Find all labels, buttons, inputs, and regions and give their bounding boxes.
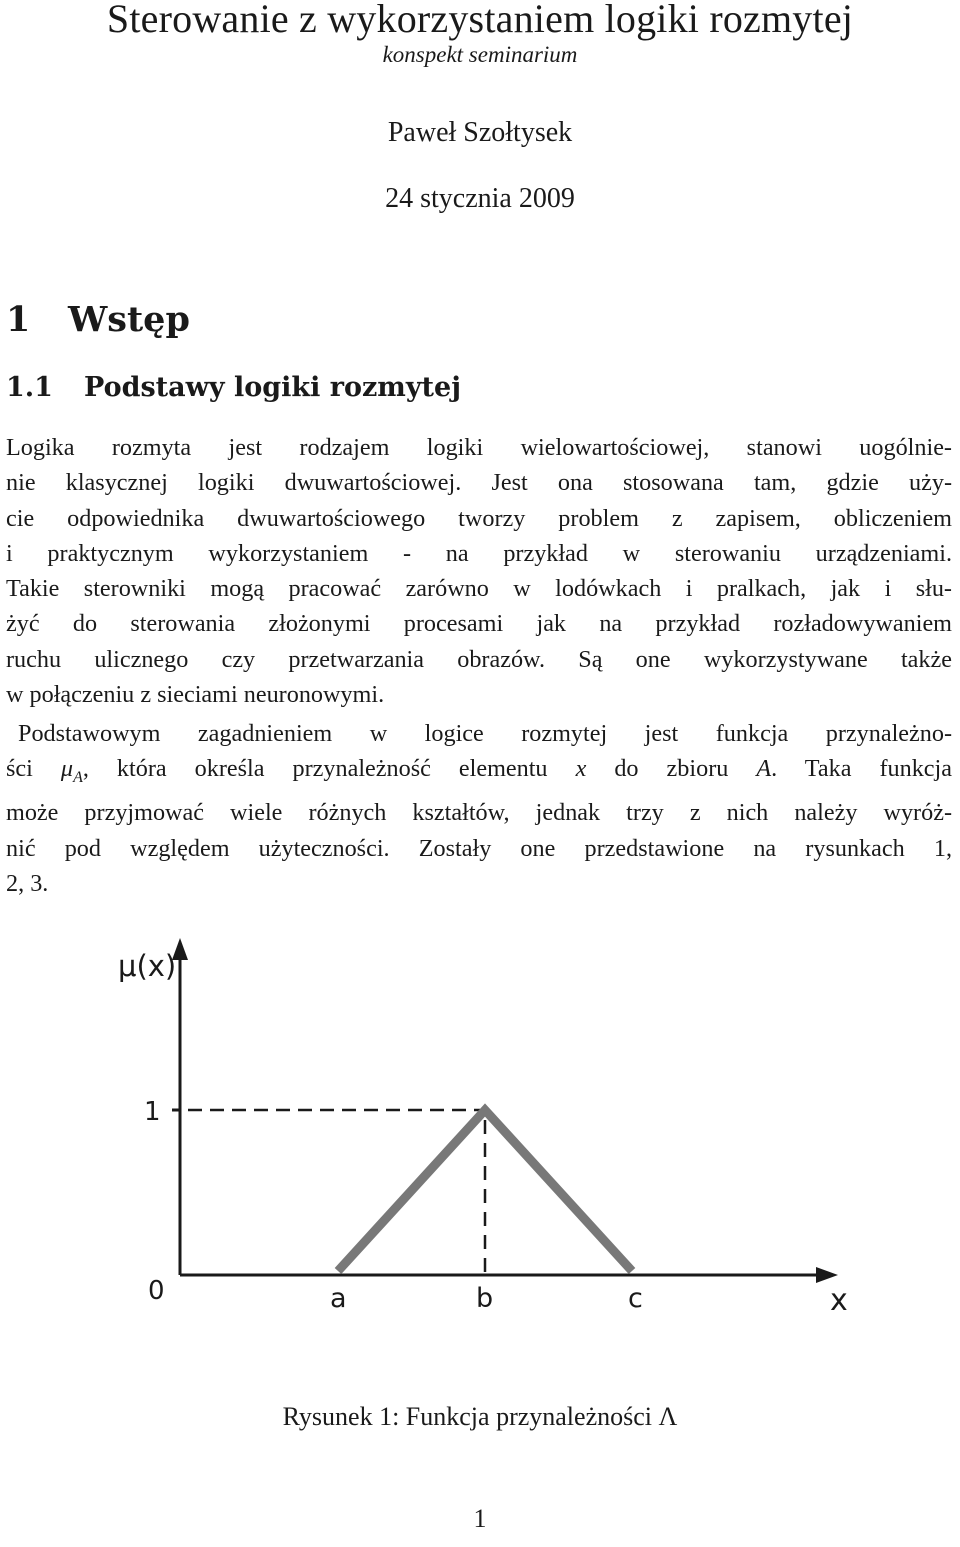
paragraph-line: ruchu ulicznego czy przetwarzania obrazów. Są one wykorzystywane także xyxy=(6,645,952,673)
section-number: 1 xyxy=(6,299,31,340)
x-tick-label-c: c xyxy=(628,1283,643,1314)
paragraph-line: nić pod względem użyteczności. Zostały one przedstawione na rysunkach 1, xyxy=(6,834,952,862)
figure-caption: Rysunek 1: Funkcja przynależności Λ xyxy=(282,1402,678,1431)
author-name: Paweł Szołtysek xyxy=(387,117,573,148)
document-title: Sterowanie z wykorzystaniem logiki rozmytej xyxy=(106,0,854,41)
text-run: do zbioru xyxy=(586,755,757,783)
subsection-title: Podstawy logiki rozmytej xyxy=(84,372,461,403)
text-run: . Taka funkcja xyxy=(771,755,952,783)
paragraph-line: Takie sterowniki mogą pracować zarówno w lodówkach i pralkach, jak i słu- xyxy=(6,575,952,603)
x-axis-label: x xyxy=(830,1283,848,1318)
paragraph-line xyxy=(6,751,952,795)
paragraph-line: 2, 3. xyxy=(6,870,49,898)
paragraph-intro xyxy=(6,430,952,712)
math-x: x xyxy=(575,755,587,783)
paragraph-line: w połączeniu z sieciami neuronowymi. xyxy=(6,681,385,709)
y-axis-label: μ(x) xyxy=(118,949,177,983)
x-tick-label-b: b xyxy=(476,1283,494,1314)
math-set-a: A xyxy=(756,755,772,783)
subsection-number: 1.1 xyxy=(6,372,53,403)
paragraph-line: Logika rozmyta jest rodzajem logiki wielowartościowej, stanowi uogólnie- xyxy=(6,434,952,461)
x-tick-label-a: a xyxy=(330,1283,347,1314)
origin-label: 0 xyxy=(148,1276,165,1306)
text-run: ści xyxy=(6,755,61,783)
paragraph-line: nie klasycznej logiki dwuwartościowej. Jest ona stosowana tam, gdzie uży- xyxy=(6,469,952,497)
document-subtitle: konspekt seminarium xyxy=(382,42,578,67)
page-number: 1 xyxy=(473,1504,487,1533)
x-axis-arrow-icon xyxy=(816,1267,838,1283)
paragraph-line: i praktycznym wykorzystaniem - na przykład w sterowaniu urządzeniami. xyxy=(6,539,952,567)
figure-triangular-membership xyxy=(118,930,870,1330)
section-title: Wstęp xyxy=(68,299,190,340)
section-heading xyxy=(6,298,190,342)
paragraph-line: może przyjmować wiele różnych kształtów, jednak trzy z nich należy wyróż- xyxy=(6,799,952,827)
math-mu xyxy=(60,755,83,787)
y-tick-label-one: 1 xyxy=(144,1097,161,1127)
paragraph-line: cie odpowiednika dwuwartościowego tworzy problem z zapisem, obliczeniem xyxy=(6,504,952,532)
membership-plot xyxy=(118,930,870,1330)
paragraph-line: Podstawowym zagadnieniem w logice rozmytej jest funkcja przynależno- xyxy=(18,720,952,747)
subsection-heading xyxy=(6,370,461,406)
text-run: , która określa przynależność elementu xyxy=(82,755,576,783)
paragraph-membership xyxy=(6,716,952,901)
paragraph-line: żyć do sterowania złożonymi procesami jak na przykład rozładowywaniem xyxy=(6,610,952,638)
document-date: 24 stycznia 2009 xyxy=(385,183,575,214)
mu-subscript: A xyxy=(73,769,83,787)
mu-symbol: μ xyxy=(60,755,74,783)
